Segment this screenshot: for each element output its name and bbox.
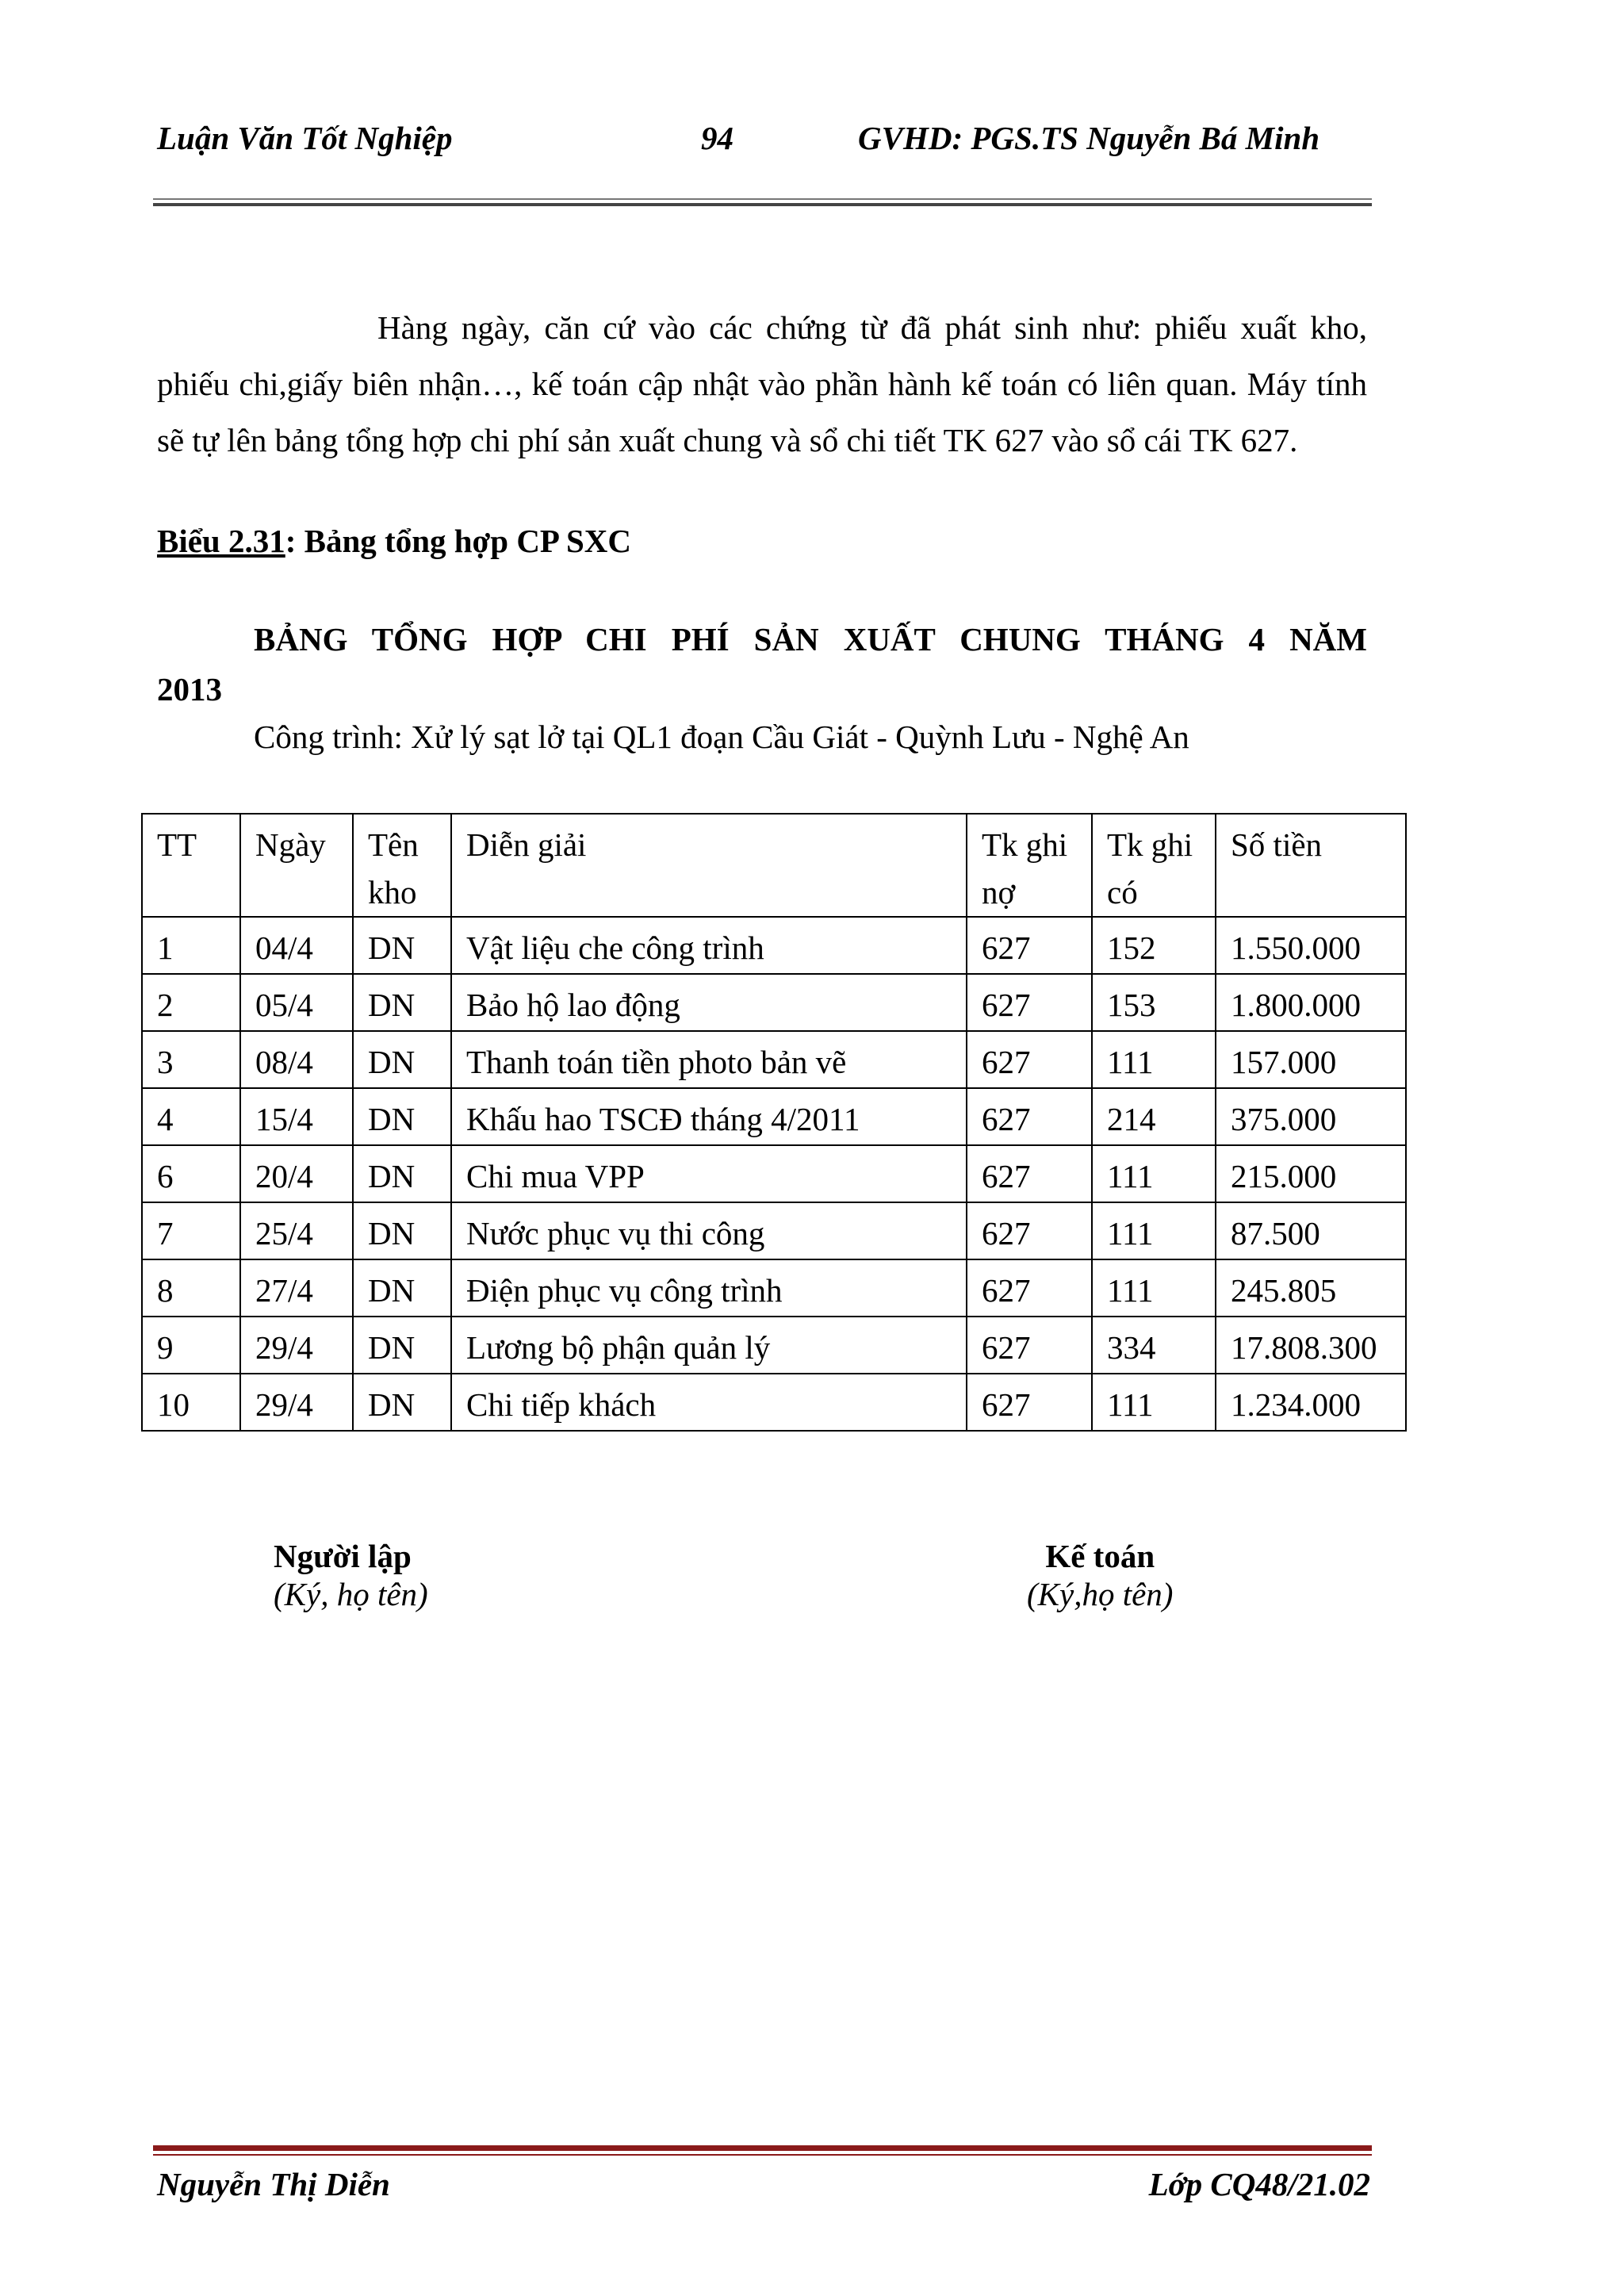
- table-cell: 3: [142, 1031, 240, 1088]
- table-cell: 17.808.300: [1216, 1317, 1406, 1374]
- table-cell: 27/4: [240, 1259, 353, 1317]
- intro-text: Hàng ngày, căn cứ vào các chứng từ đã phát sinh như: phiếu xuất kho, phiếu chi,giấy biên nhận…, kế toán cập nhật vào phần hành kế toán có liên quan. Máy tính sẽ tự lên bảng tổng hợp chi phí sản xuất chung và sổ chi tiết TK 627 vào sổ cái TK 627.: [157, 309, 1367, 458]
- table-cell: 153: [1092, 974, 1216, 1031]
- table-cell: 15/4: [240, 1088, 353, 1145]
- table-cell: 627: [967, 1374, 1092, 1431]
- table-cell: 1: [142, 917, 240, 974]
- table-cell: 215.000: [1216, 1145, 1406, 1202]
- cost-summary-table: [141, 813, 1407, 1432]
- table-cell: 334: [1092, 1317, 1216, 1374]
- table-cell: 111: [1092, 1145, 1216, 1202]
- table-cell: Khấu hao TSCĐ tháng 4/2011: [451, 1088, 967, 1145]
- column-header: Ngày: [240, 814, 353, 917]
- table-cell: 29/4: [240, 1317, 353, 1374]
- table-cell: 08/4: [240, 1031, 353, 1088]
- table-cell: 111: [1092, 1259, 1216, 1317]
- table-cell: Chi tiếp khách: [451, 1374, 967, 1431]
- column-header: Tk ghi có: [1092, 814, 1216, 917]
- table-cell: DN: [353, 917, 451, 974]
- table-cell: Nước phục vụ thi công: [451, 1202, 967, 1259]
- table-row: [142, 1088, 1406, 1145]
- table-cell: 627: [967, 1031, 1092, 1088]
- column-header: Tên kho: [353, 814, 451, 917]
- table-cell: 9: [142, 1317, 240, 1374]
- table-cell: 29/4: [240, 1374, 353, 1431]
- table-cell: 04/4: [240, 917, 353, 974]
- page-number: 94: [701, 120, 733, 156]
- table-row: [142, 1031, 1406, 1088]
- table-cell: 10: [142, 1374, 240, 1431]
- table-cell: 627: [967, 1088, 1092, 1145]
- table-cell: 7: [142, 1202, 240, 1259]
- table-cell: Lương bộ phận quản lý: [451, 1317, 967, 1374]
- table-cell: DN: [353, 1145, 451, 1202]
- preparer-role: Người lập: [274, 1538, 412, 1574]
- table-cell: DN: [353, 1202, 451, 1259]
- table-cell: DN: [353, 1317, 451, 1374]
- table-cell: 05/4: [240, 974, 353, 1031]
- table-cell: 1.800.000: [1216, 974, 1406, 1031]
- table-cell: 214: [1092, 1088, 1216, 1145]
- table-cell: 152: [1092, 917, 1216, 974]
- table-title: BẢNG TỔNG HỢP CHI PHÍ SẢN XUẤT CHUNG THÁNG 4 NĂM: [254, 621, 1367, 657]
- table-row: [142, 1202, 1406, 1259]
- table-cell: DN: [353, 1259, 451, 1317]
- table-cell: 8: [142, 1259, 240, 1317]
- footer-rule: [153, 2154, 1372, 2156]
- column-header: TT: [142, 814, 240, 917]
- header-rule: [153, 198, 1372, 200]
- table-row: [142, 1145, 1406, 1202]
- column-header: Diễn giải: [451, 814, 967, 917]
- table-cell: 111: [1092, 1031, 1216, 1088]
- accountant-signature: [1027, 1537, 1173, 1613]
- header-rule-thick: [153, 203, 1372, 206]
- table-cell: 627: [967, 1202, 1092, 1259]
- table-cell: Chi mua VPP: [451, 1145, 967, 1202]
- table-cell: DN: [353, 1374, 451, 1431]
- table-cell: DN: [353, 974, 451, 1031]
- table-cell: 4: [142, 1088, 240, 1145]
- preparer-hint: (Ký, họ tên): [274, 1576, 428, 1612]
- table-cell: DN: [353, 1031, 451, 1088]
- table-cell: 1.550.000: [1216, 917, 1406, 974]
- caption-text: : Bảng tổng hợp CP SXC: [285, 523, 631, 559]
- table-cell: 25/4: [240, 1202, 353, 1259]
- table-cell: 627: [967, 974, 1092, 1031]
- footer-class: Lớp CQ48/21.02: [1148, 2166, 1370, 2202]
- caption-label: Biểu 2.31: [157, 523, 285, 559]
- accountant-hint: (Ký,họ tên): [1027, 1576, 1174, 1612]
- header-title: Luận Văn Tốt Nghiệp: [157, 120, 453, 156]
- table-cell: 6: [142, 1145, 240, 1202]
- figure-caption: [157, 522, 631, 560]
- table-cell: 111: [1092, 1202, 1216, 1259]
- table-cell: Vật liệu che công trình: [451, 917, 967, 974]
- table-cell: Điện phục vụ công trình: [451, 1259, 967, 1317]
- table-title-year: 2013: [157, 671, 222, 707]
- table-cell: 1.234.000: [1216, 1374, 1406, 1431]
- table-cell: 375.000: [1216, 1088, 1406, 1145]
- column-header: Tk ghi nợ: [967, 814, 1092, 917]
- footer-author: Nguyễn Thị Diễn: [157, 2166, 390, 2202]
- project-name: Công trình: Xử lý sạt lở tại QL1 đoạn Cầu Giát - Quỳnh Lưu - Nghệ An: [254, 719, 1189, 755]
- table-cell: Bảo hộ lao động: [451, 974, 967, 1031]
- preparer-signature: [274, 1537, 428, 1613]
- table-row: [142, 1259, 1406, 1317]
- table-header-row: [142, 814, 1406, 917]
- table-row: [142, 917, 1406, 974]
- table-row: [142, 1317, 1406, 1374]
- table-cell: 627: [967, 1259, 1092, 1317]
- table-cell: DN: [353, 1088, 451, 1145]
- table-cell: Thanh toán tiền photo bản vẽ: [451, 1031, 967, 1088]
- table-cell: 245.805: [1216, 1259, 1406, 1317]
- table-cell: 157.000: [1216, 1031, 1406, 1088]
- table-cell: 627: [967, 1317, 1092, 1374]
- accountant-role: Kế toán: [1045, 1538, 1155, 1574]
- table-row: [142, 974, 1406, 1031]
- table-cell: 2: [142, 974, 240, 1031]
- table-cell: 627: [967, 917, 1092, 974]
- column-header: Số tiền: [1216, 814, 1406, 917]
- table-row: [142, 1374, 1406, 1431]
- table-cell: 627: [967, 1145, 1092, 1202]
- table-cell: 20/4: [240, 1145, 353, 1202]
- table-cell: 111: [1092, 1374, 1216, 1431]
- header-supervisor: GVHD: PGS.TS Nguyễn Bá Minh: [858, 120, 1320, 156]
- table-cell: 87.500: [1216, 1202, 1406, 1259]
- footer-rule-thick: [153, 2145, 1372, 2151]
- intro-paragraph: [157, 300, 1367, 469]
